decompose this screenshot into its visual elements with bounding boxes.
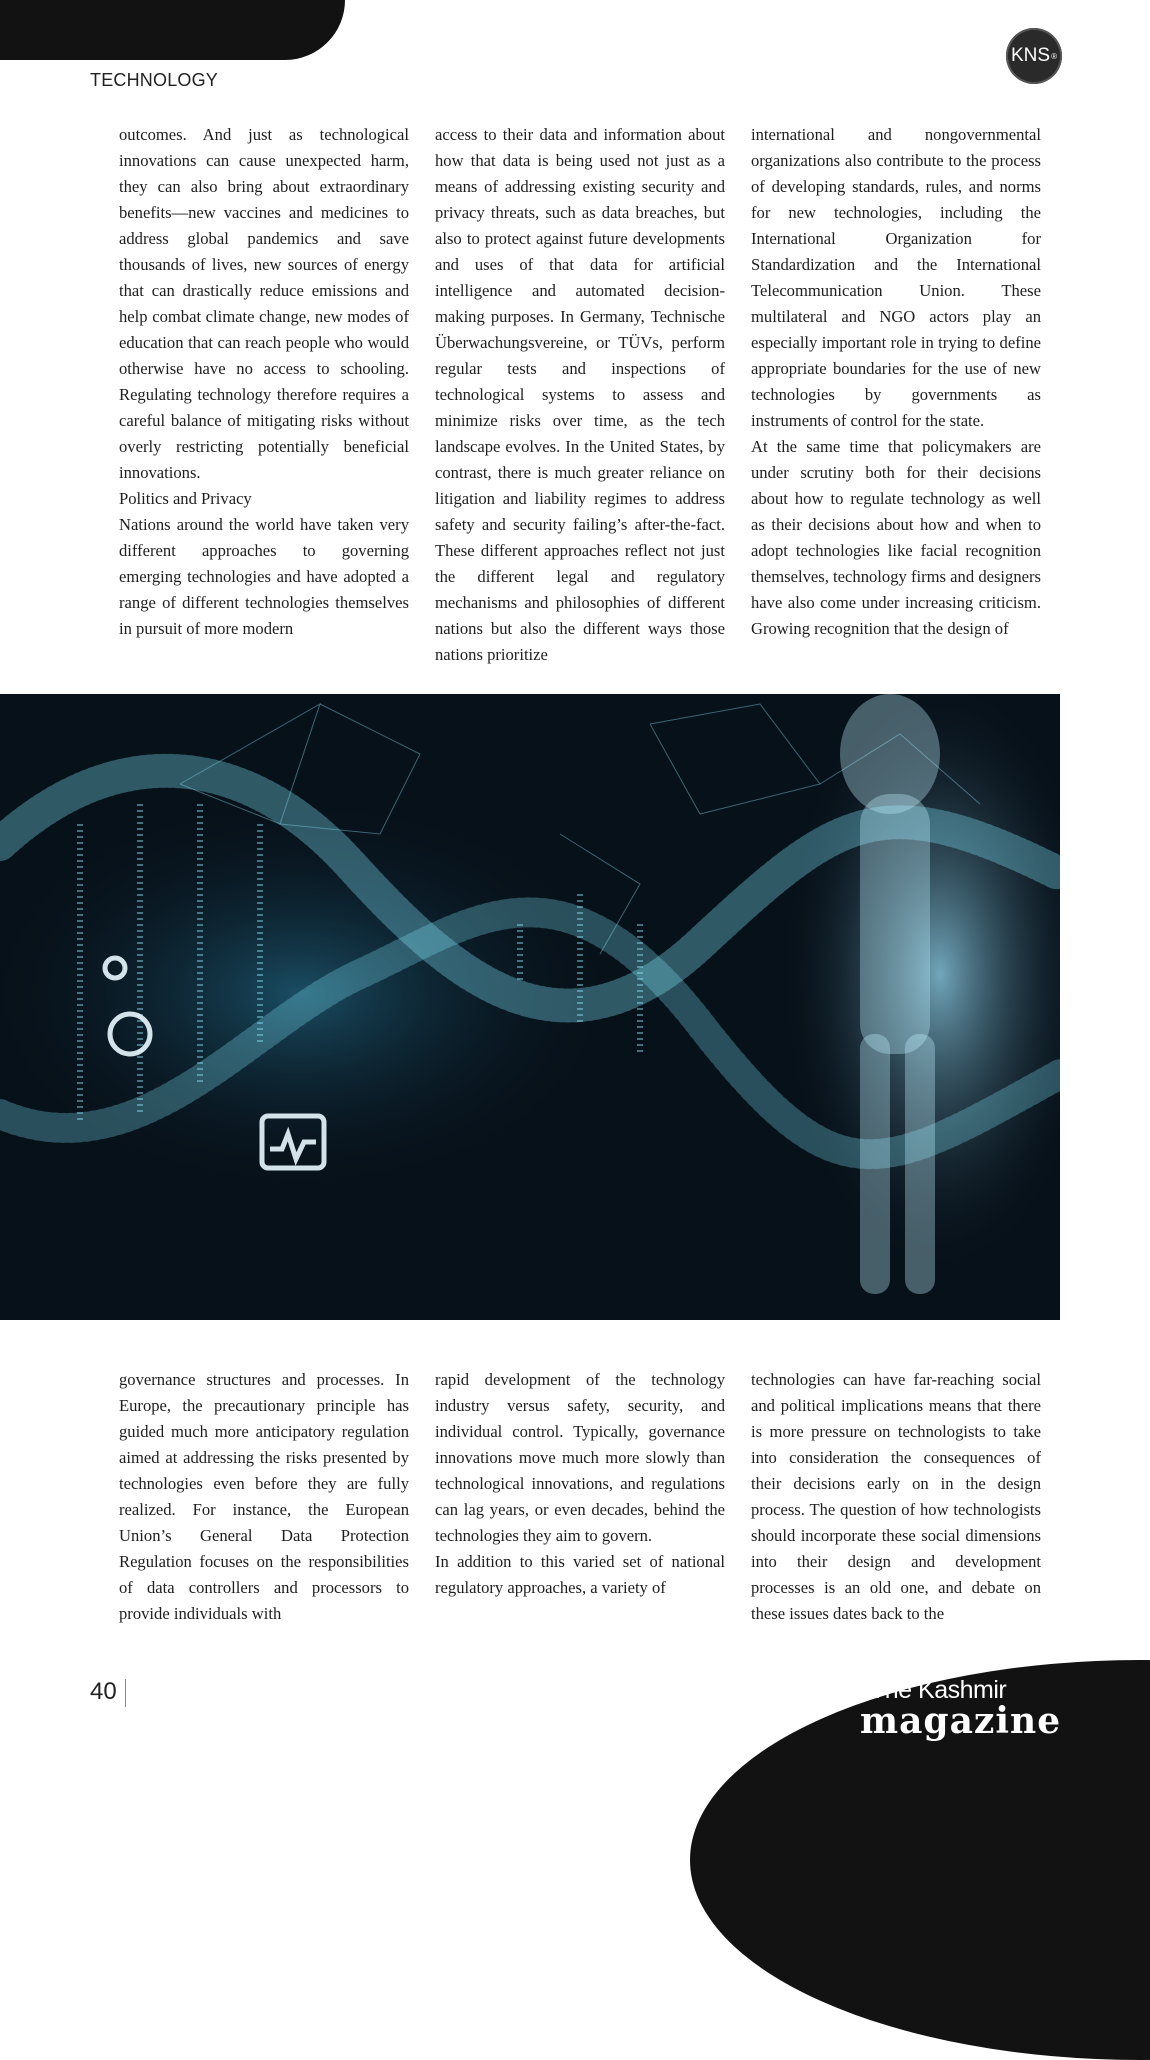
masthead-bottom: magazine [860, 1700, 1062, 1742]
paragraph: access to their data and information about how that data is being used not just as a means of addressing existing security and privacy threats, such as data breaches, but also to protect against future developments and uses of that data for artificial intelligence and automated decision-making purposes. In Germany, Technische Überwachungsvereine, or TÜVs, perform regular tests and inspections of technological systems to assess and minimize risks over time, as the tech landscape evolves. In the United States, by contrast, there is much greater reliance on litigation and liability regimes to address safety and security failing’s after-the-fact. These different approaches reflect not just the different legal and regulatory mechanisms and philosophies of different nations but also the different ways those nations prioritize [435, 125, 725, 664]
paragraph: In addition to this varied set of national regulatory approaches, a variety of [435, 1552, 725, 1597]
paragraph: rapid development of the technology industry versus safety, security, and individual control. Typically, governance innovations move much more slowly than technological innovations, and regulations can lag years, or even decades, behind the technologies they aim to govern. [435, 1370, 725, 1545]
subheading-politics-privacy: Politics and Privacy [119, 489, 252, 508]
paragraph: outcomes. And just as technological innovations can cause unexpected harm, they can also bring about extraordinary benefits—new vaccines and medicines to address global pandemics and save thousands of lives, new sources of energy that can drastically reduce emissions and help combat climate change, new modes of education that can reach people who would otherwise have no access to schooling. Regulating technology therefore requires a careful balance of mitigating risks without overly restricting potentially beneficial innovations. [119, 125, 409, 482]
paragraph: governance structures and processes. In Europe, the precautionary principle has guided much more anticipatory regulation aimed at addressing the risks presented by technologies even before they are fully realized. For instance, the European Union’s General Data Protection Regulation focuses on the responsibilities of data controllers and processors to provide individuals with [119, 1370, 409, 1623]
header-tab [0, 0, 345, 60]
registered-mark: ® [1051, 51, 1057, 61]
masthead-top: The Kashmir [870, 1676, 1007, 1704]
dna-illustration [0, 694, 1060, 1320]
kns-logo-text: KNS [1011, 45, 1051, 66]
column-1-bottom [119, 1367, 409, 1627]
paragraph: Nations around the world have taken very different approaches to governing emerging technologies and have adopted a range of different technologies themselves in pursuit of more modern [119, 515, 409, 638]
column-3-top [751, 122, 1041, 642]
column-2-bottom [435, 1367, 725, 1601]
column-1-top [119, 122, 409, 642]
paragraph: At the same time that policymakers are under scrutiny both for their decisions about how to regulate technology as well as their decisions about how and when to adopt technologies like facial recognition themselves, technology firms and designers have also come under increasing criticism. Growing recognition that the design of [751, 437, 1041, 638]
dna-helix-image [0, 694, 1060, 1320]
kns-logo [1006, 28, 1062, 84]
section-label: TECHNOLOGY [90, 70, 219, 90]
paragraph: international and nongovernmental organizations also contribute to the process of developing standards, rules, and norms for new technologies, including the International Organization for Standardization and the International Telecommunication Union. These multilateral and NGO actors play an especially important role in trying to define appropriate boundaries for the use of new technologies by governments as instruments of control for the state. [751, 125, 1041, 430]
column-3-bottom [751, 1367, 1041, 1627]
column-2-top [435, 122, 725, 668]
paragraph: technologies can have far-reaching social and political implications means that there is more pressure on technologists to take into consideration the consequences of their decisions early on in the design process. The question of how technologists should incorporate these social dimensions into their design and development processes is an old one, and debate on these issues dates back to the [751, 1370, 1041, 1623]
page-number: 40 [90, 1678, 126, 1707]
